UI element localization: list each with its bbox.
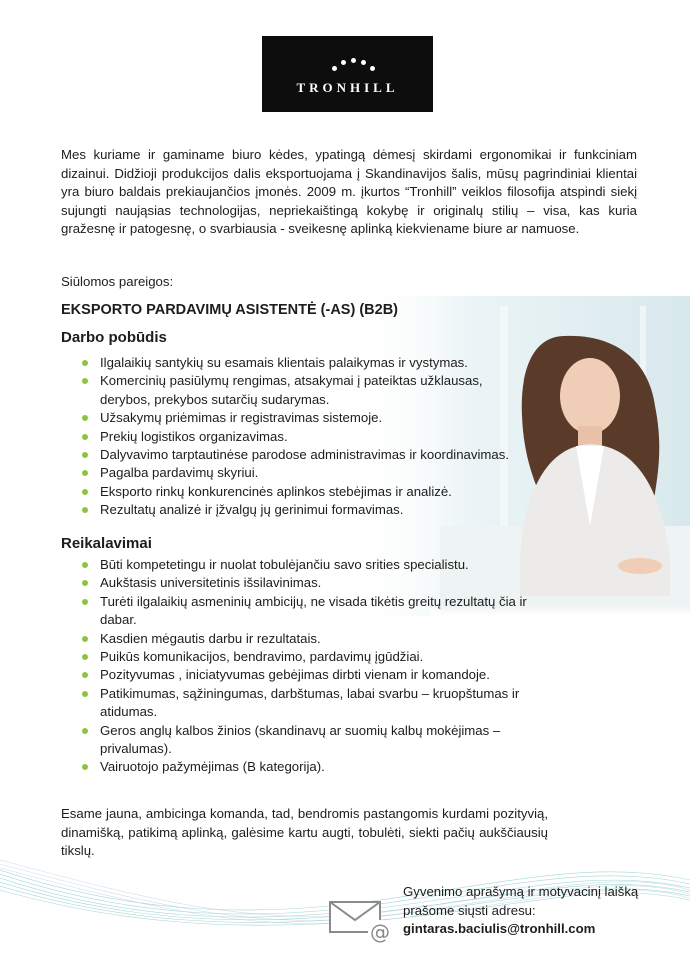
logo-dots-icon [262, 58, 433, 74]
logo-brand-text: TRONHILL [296, 80, 399, 95]
list-item: Turėti ilgalaikių asmeninių ambicijų, ne visada tikėtis greitų rezultatų čia ir dabar. [82, 593, 530, 630]
list-item: Rezultatų analizė ir įžvalgų jų gerinimui formavimas. [82, 501, 520, 519]
list-item: Prekių logistikos organizavimas. [82, 428, 520, 446]
list-item: Ilgalaikių santykių su esamais klientais palaikymas ir vystymas. [82, 354, 520, 372]
contact-line-1: Gyvenimo aprašymą ir motyvacinį laišką [403, 884, 639, 899]
contact-line-2: prašome siųsti adresu: [403, 902, 536, 918]
requirements-heading: Reikalavimai [61, 535, 152, 552]
list-item: Būti kompetetingu ir nuolat tobulėjančiu savo srities specialistu. [82, 556, 558, 574]
list-item: Pagalba pardavimų skyriui. [82, 464, 520, 482]
list-item: Dalyvavimo tarptautinėse parodose administravimas ir koordinavimas. [82, 446, 520, 464]
list-item: Geros anglų kalbos žinios (skandinavų ar suomių kalbų mokėjimas – privalumas). [82, 722, 540, 759]
svg-text:@: @ [370, 920, 390, 944]
list-item: Užsakymų priėmimas ir registravimas sistemoje. [82, 409, 520, 427]
contact-block [403, 883, 638, 939]
tronhill-logo [262, 36, 433, 112]
list-item: Aukštasis universitetinis išsilavinimas. [82, 574, 558, 592]
intro-paragraph: Mes kuriame ir gaminame biuro kėdes, ypatingą dėmesį skirdami ergonomikai ir funkciniam dizainui. Didžioji produkcijos dalis eksportuojama į Skandinavijos šalis, mūsų pagrindiniai klientai yra biuro baldais prekiaujančios įmonės. 2009 m. įkurtos “Tronhill” veiklos filosofija atspindi siekį sujungti naująsias technologijas, nepriekaištingą kokybę ir originalų stilių – visa, kas kuria gražesnę ir patogesnę, o svarbiausia - sveikesnę aplinką kiekviename biure ar namuose. [61, 147, 637, 236]
list-item: Puikūs komunikacijos, bendravimo, pardavimų įgūdžiai. [82, 648, 558, 666]
list-item: Pozityvumas , iniciatyvumas gebėjimas dirbti vienam ir komandoje. [82, 666, 558, 684]
closing-paragraph: Esame jauna, ambicinga komanda, tad, bendromis pastangomis kurdami pozityvią, dinamišką, patikimą aplinką, galėsime kartu augti, tobulėti, siekti pačių aukščiausių tikslų. [61, 806, 548, 858]
list-item: Kasdien mėgautis darbu ir rezultatais. [82, 630, 558, 648]
list-item: Vairuotojo pažymėjimas (B kategorija). [82, 758, 558, 776]
list-item: Komercinių pasiūlymų rengimas, atsakymai į pateiktas užklausas, derybos, prekybos sutarčių sudarymas. [82, 372, 520, 409]
list-item: Eksporto rinkų konkurencinės aplinkos stebėjimas ir analizė. [82, 483, 520, 501]
job-title: EKSPORTO PARDAVIMŲ ASISTENTĖ (-AS) (B2B) [61, 302, 399, 318]
contact-email[interactable]: gintaras.baciulis@tronhill.com [403, 921, 596, 936]
requirements-list [82, 556, 558, 777]
list-item: Patikimumas, sąžiningumas, darbštumas, labai svarbu – kruopštumas ir atidumas. [82, 685, 558, 722]
duties-list [82, 354, 520, 520]
duties-heading: Darbo pobūdis [61, 329, 167, 346]
offer-label: Siūlomos pareigos: [61, 274, 174, 289]
envelope-at-icon [328, 900, 396, 948]
